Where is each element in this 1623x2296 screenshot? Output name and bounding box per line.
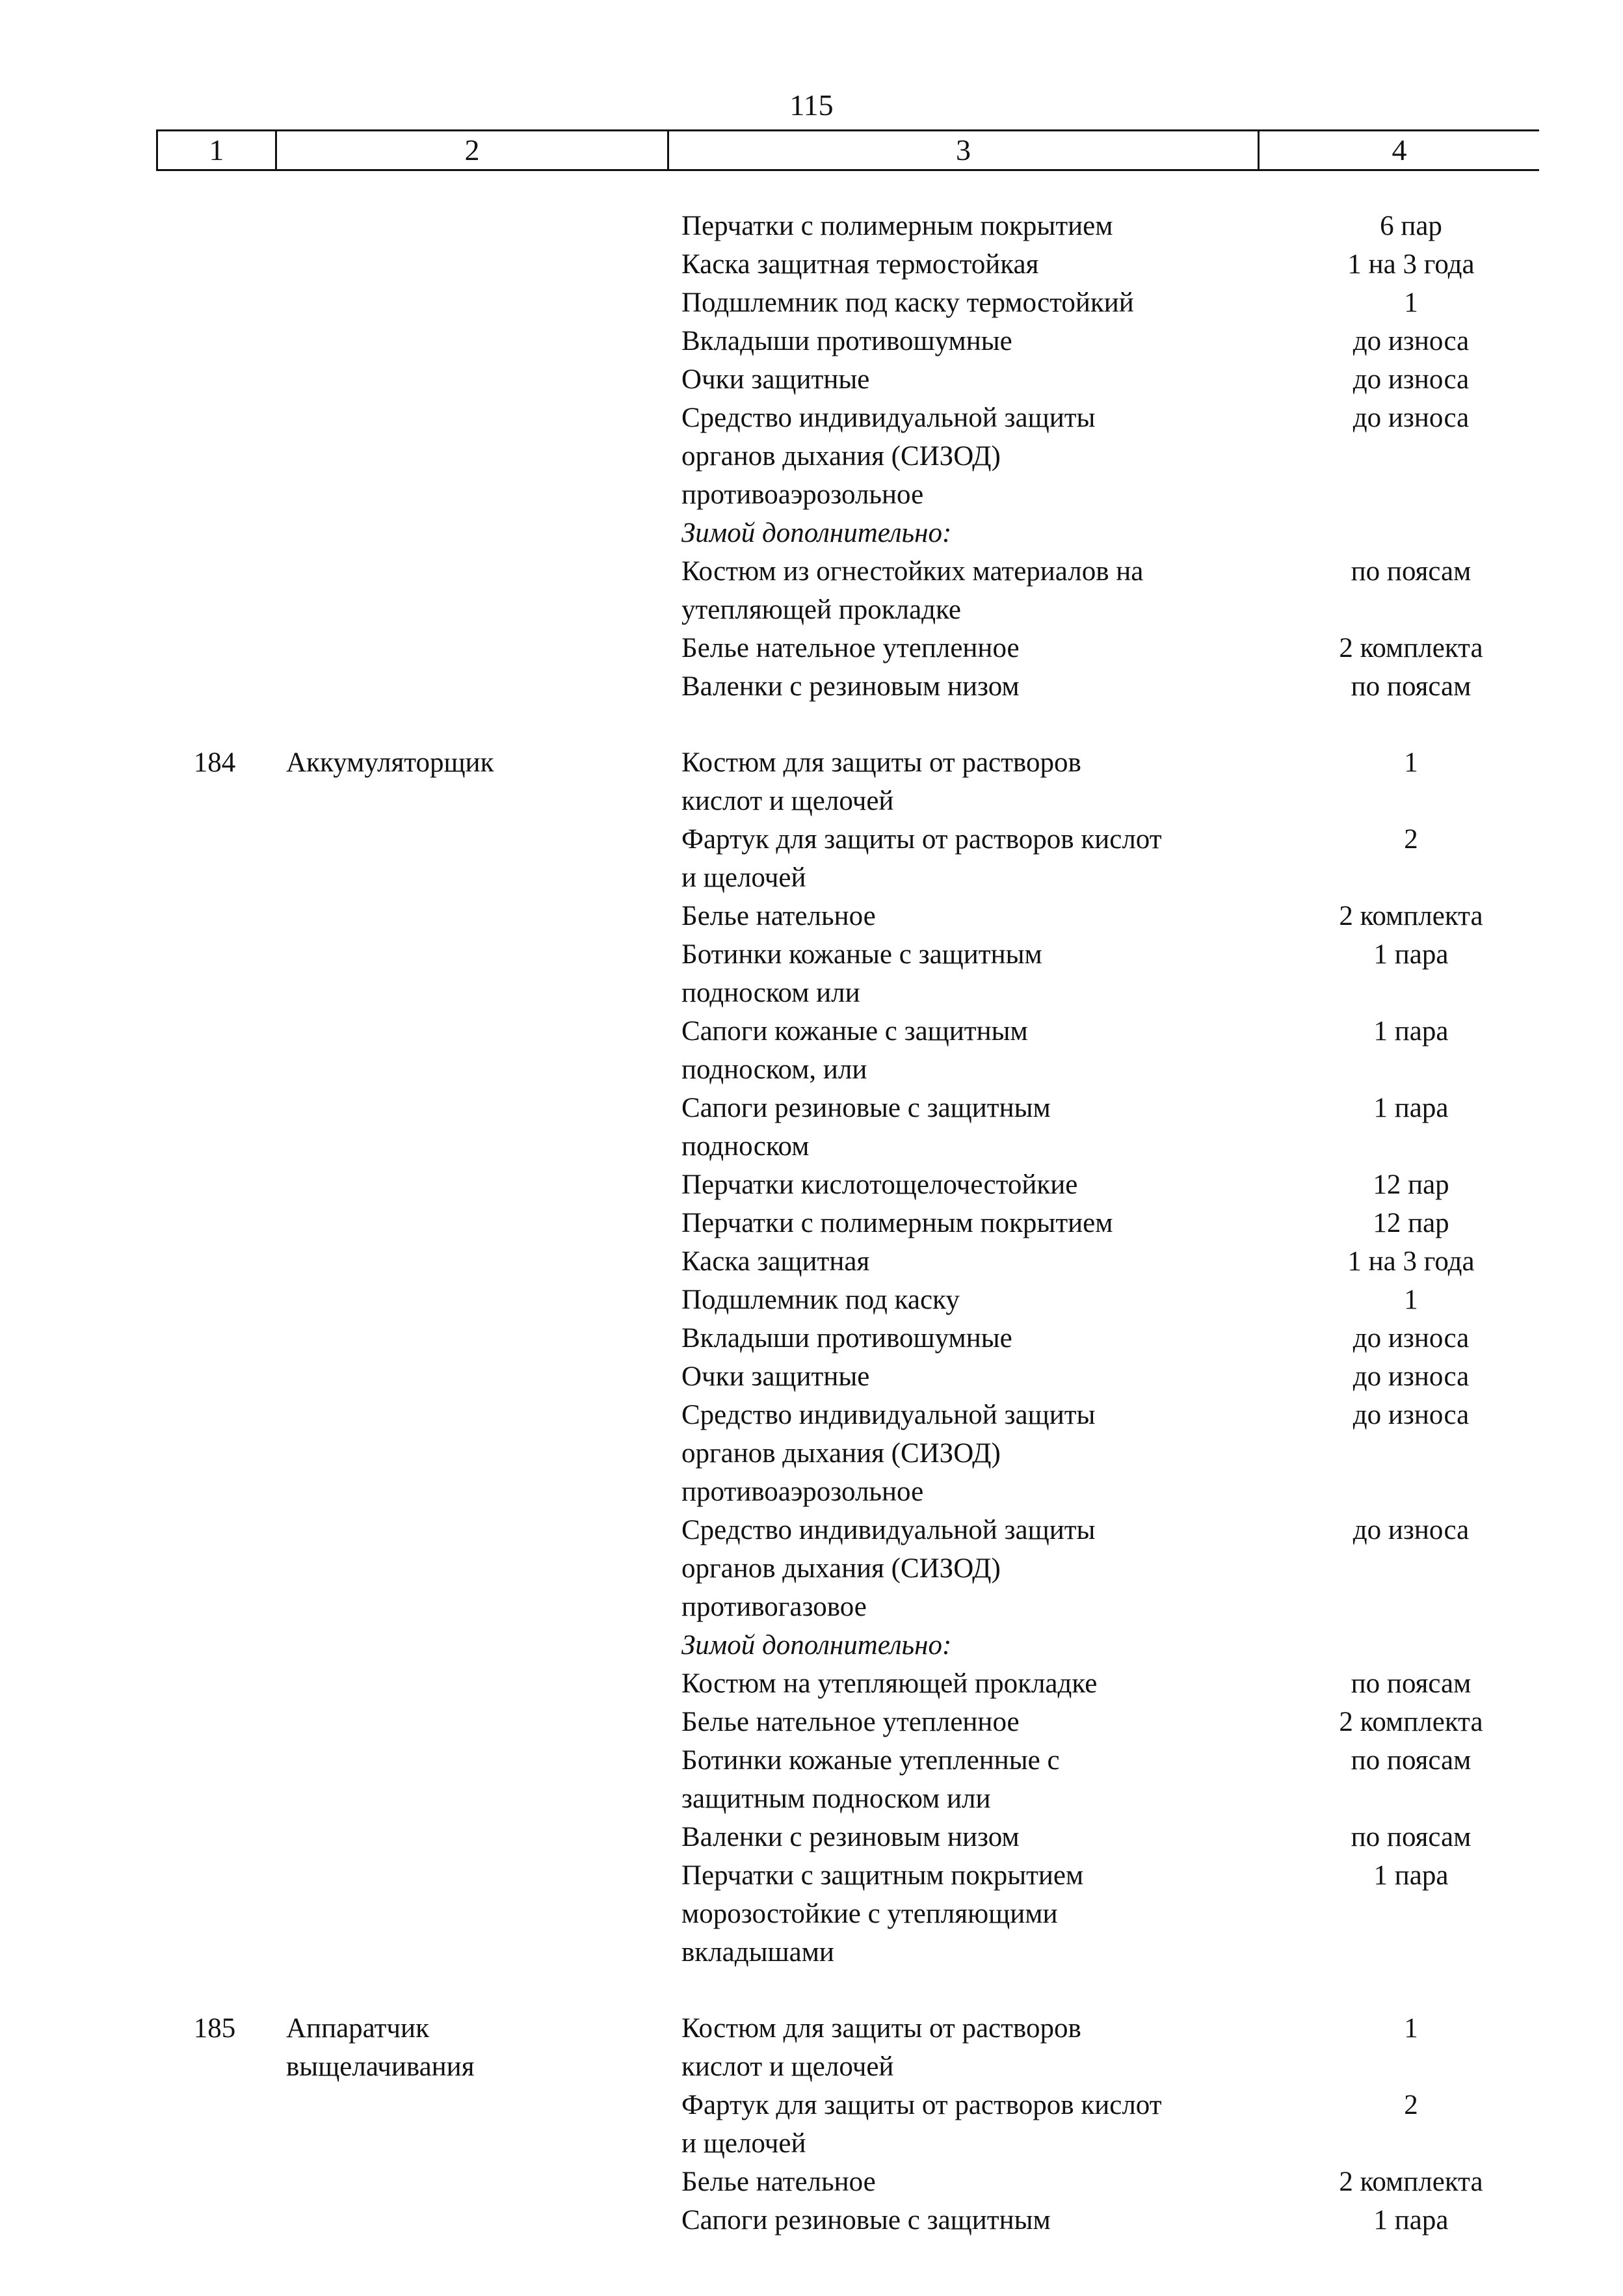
column-header-2: 2 bbox=[276, 131, 668, 170]
item-name-line: Фартук для защиты от растворов кислот bbox=[681, 824, 1162, 855]
item-norm: до износа bbox=[1352, 1515, 1470, 1545]
item-name-line: Средство индивидуальной защиты bbox=[681, 1400, 1096, 1430]
item-norm: 2 комплекта bbox=[1339, 1707, 1483, 1737]
item-name bbox=[681, 2009, 1254, 2086]
item-row bbox=[0, 629, 1623, 667]
profession-line: выщелачивания bbox=[286, 2051, 475, 2082]
item-row bbox=[0, 2163, 1623, 2201]
item-name bbox=[681, 1741, 1254, 1818]
item-name-line: защитным подноском или bbox=[681, 1783, 991, 1814]
column-header-4: 4 bbox=[1259, 131, 1540, 170]
item-name bbox=[681, 552, 1254, 629]
item-norm: 12 пар bbox=[1373, 1208, 1449, 1238]
item-norm: 6 пар bbox=[1380, 211, 1442, 241]
item-name bbox=[681, 629, 1254, 667]
item-name-line: Фартук для защиты от растворов кислот bbox=[681, 2090, 1162, 2120]
item-name-line: и щелочей bbox=[681, 2128, 806, 2159]
table-entry bbox=[0, 743, 1623, 1971]
section-note bbox=[681, 1626, 1254, 1664]
item-norm: 1 bbox=[1404, 287, 1418, 318]
item-row bbox=[0, 514, 1623, 552]
item-name-line: Перчатки кислотощелочестойкие bbox=[681, 1169, 1078, 1200]
item-row bbox=[0, 207, 1623, 245]
item-name-line: подноском, или bbox=[681, 1054, 867, 1085]
item-name bbox=[681, 1818, 1254, 1856]
item-name-line: Ботинки кожаные утепленные с bbox=[681, 1745, 1060, 1776]
item-row bbox=[0, 1703, 1623, 1741]
item-norm: 1 пара bbox=[1373, 2205, 1449, 2236]
item-name bbox=[681, 1511, 1254, 1626]
item-name bbox=[681, 284, 1254, 322]
item-row bbox=[0, 820, 1623, 897]
item-name-line: Подшлемник под каску термостойкий bbox=[681, 287, 1134, 318]
item-norm: по поясам bbox=[1351, 556, 1471, 587]
item-name-line: Перчатки с полимерным покрытием bbox=[681, 211, 1113, 241]
item-norm: по поясам bbox=[1351, 1822, 1471, 1852]
item-row bbox=[0, 2086, 1623, 2163]
item-row bbox=[0, 1012, 1623, 1089]
item-norm: 1 пара bbox=[1373, 939, 1449, 970]
item-name-line: Костюм на утепляющей прокладке bbox=[681, 1668, 1098, 1699]
item-name bbox=[681, 207, 1254, 245]
item-norm: 2 bbox=[1404, 824, 1418, 855]
item-name-line: противоаэрозольное bbox=[681, 479, 924, 510]
profession-line: Аккумуляторщик bbox=[286, 747, 494, 778]
item-norm: до износа bbox=[1352, 364, 1470, 395]
item-name bbox=[681, 1242, 1254, 1281]
item-name bbox=[681, 1856, 1254, 1971]
item-name bbox=[681, 1664, 1254, 1703]
item-name-line: Очки защитные bbox=[681, 364, 870, 395]
item-row bbox=[0, 1281, 1623, 1319]
item-name-line: подноском bbox=[681, 1131, 810, 1162]
item-name-line: Белье нательное утепленное bbox=[681, 1707, 1020, 1737]
item-norm: по поясам bbox=[1351, 1745, 1471, 1776]
item-row bbox=[0, 1357, 1623, 1396]
item-name bbox=[681, 1319, 1254, 1357]
item-name bbox=[681, 1166, 1254, 1204]
item-row bbox=[0, 1166, 1623, 1204]
item-name-line: подноском или bbox=[681, 978, 860, 1008]
item-norm: до износа bbox=[1352, 1323, 1470, 1354]
item-norm: 1 пара bbox=[1373, 1016, 1449, 1047]
item-name bbox=[681, 245, 1254, 284]
item-norm: 12 пар bbox=[1373, 1169, 1449, 1200]
item-name bbox=[681, 322, 1254, 360]
entry-number: 185 bbox=[193, 2013, 236, 2044]
profession-line: Аппаратчик bbox=[286, 2013, 429, 2044]
column-header-3: 3 bbox=[668, 131, 1259, 170]
item-name-line: Подшлемник под каску bbox=[681, 1285, 960, 1315]
item-norm: по поясам bbox=[1351, 671, 1471, 702]
item-name-line: Вкладыши противошумные bbox=[681, 1323, 1012, 1354]
item-name-line: Белье нательное bbox=[681, 901, 876, 931]
item-name-line: Вкладыши противошумные bbox=[681, 326, 1012, 356]
item-row bbox=[0, 399, 1623, 514]
table-entry bbox=[0, 2009, 1623, 2239]
item-name-line: Средство индивидуальной защиты bbox=[681, 1515, 1096, 1545]
item-row bbox=[0, 743, 1623, 820]
item-norm: 1 на 3 года bbox=[1347, 1246, 1475, 1277]
item-name-line: вкладышами bbox=[681, 1937, 834, 1968]
item-name-line: кислот и щелочей bbox=[681, 786, 894, 816]
item-row bbox=[0, 2201, 1623, 2239]
item-row bbox=[0, 552, 1623, 629]
page-number: 115 bbox=[789, 88, 834, 122]
item-row bbox=[0, 284, 1623, 322]
item-name bbox=[681, 935, 1254, 1012]
item-norm: 2 комплекта bbox=[1339, 901, 1483, 931]
item-name-line: Зимой дополнительно: bbox=[681, 518, 952, 548]
item-name-line: утепляющей прокладке bbox=[681, 594, 961, 625]
item-row bbox=[0, 897, 1623, 935]
item-name-line: противогазовое bbox=[681, 1592, 867, 1622]
item-name-line: и щелочей bbox=[681, 862, 806, 893]
item-norm: 2 bbox=[1404, 2090, 1418, 2120]
item-norm: до износа bbox=[1352, 403, 1470, 433]
item-row bbox=[0, 322, 1623, 360]
item-row bbox=[0, 1664, 1623, 1703]
item-row bbox=[0, 360, 1623, 399]
item-norm: 1 bbox=[1404, 1285, 1418, 1315]
item-norm: до износа bbox=[1352, 1361, 1470, 1392]
item-row bbox=[0, 1089, 1623, 1166]
item-name bbox=[681, 667, 1254, 706]
item-norm: 2 комплекта bbox=[1339, 633, 1483, 663]
item-name-line: противоаэрозольное bbox=[681, 1476, 924, 1507]
item-name-line: Сапоги кожаные с защитным bbox=[681, 1016, 1028, 1047]
item-name-line: морозостойкие с утепляющими bbox=[681, 1899, 1058, 1929]
column-header-1: 1 bbox=[157, 131, 276, 170]
table-entry bbox=[0, 207, 1623, 706]
item-name-line: Валенки с резиновым низом bbox=[681, 671, 1020, 702]
item-name bbox=[681, 1204, 1254, 1242]
item-name bbox=[681, 360, 1254, 399]
item-row bbox=[0, 1511, 1623, 1626]
item-name-line: Сапоги резиновые с защитным bbox=[681, 2205, 1051, 2236]
item-row bbox=[0, 935, 1623, 1012]
item-name bbox=[681, 743, 1254, 820]
item-name-line: Каска защитная термостойкая bbox=[681, 249, 1039, 280]
item-name-line: Костюм из огнестойких материалов на bbox=[681, 556, 1144, 587]
item-name-line: органов дыхания (СИЗОД) bbox=[681, 1553, 1001, 1584]
item-row bbox=[0, 1741, 1623, 1818]
section-note bbox=[681, 514, 1254, 552]
item-norm: 1 пара bbox=[1373, 1093, 1449, 1123]
document-body bbox=[0, 207, 1623, 2239]
item-name bbox=[681, 1281, 1254, 1319]
item-name-line: Костюм для защиты от растворов bbox=[681, 747, 1081, 778]
entry-number: 184 bbox=[193, 747, 236, 778]
item-name-line: Валенки с резиновым низом bbox=[681, 1822, 1020, 1852]
item-norm: по поясам bbox=[1351, 1668, 1471, 1699]
item-norm: 1 bbox=[1404, 747, 1418, 778]
item-name bbox=[681, 820, 1254, 897]
item-name-line: Костюм для защиты от растворов bbox=[681, 2013, 1081, 2044]
item-row bbox=[0, 1818, 1623, 1856]
item-row bbox=[0, 2009, 1623, 2086]
item-name bbox=[681, 2086, 1254, 2163]
item-norm: до износа bbox=[1352, 1400, 1470, 1430]
item-norm: 1 на 3 года bbox=[1347, 249, 1475, 280]
item-row bbox=[0, 1626, 1623, 1664]
item-row bbox=[0, 245, 1623, 284]
item-row bbox=[0, 667, 1623, 706]
item-name-line: Сапоги резиновые с защитным bbox=[681, 1093, 1051, 1123]
item-name bbox=[681, 2163, 1254, 2201]
item-name bbox=[681, 1396, 1254, 1511]
item-name-line: Средство индивидуальной защиты bbox=[681, 403, 1096, 433]
item-name-line: Зимой дополнительно: bbox=[681, 1630, 952, 1661]
item-row bbox=[0, 1242, 1623, 1281]
item-row bbox=[0, 1396, 1623, 1511]
item-name-line: органов дыхания (СИЗОД) bbox=[681, 1438, 1001, 1469]
item-norm: 1 bbox=[1404, 2013, 1418, 2044]
item-name bbox=[681, 1089, 1254, 1166]
item-name-line: Белье нательное утепленное bbox=[681, 633, 1020, 663]
item-name bbox=[681, 399, 1254, 514]
item-row bbox=[0, 1319, 1623, 1357]
item-name-line: Перчатки с защитным покрытием bbox=[681, 1860, 1084, 1891]
item-name-line: Белье нательное bbox=[681, 2167, 876, 2197]
item-name-line: Ботинки кожаные с защитным bbox=[681, 939, 1042, 970]
item-name bbox=[681, 1357, 1254, 1396]
item-name bbox=[681, 1012, 1254, 1089]
item-row bbox=[0, 1856, 1623, 1971]
item-name bbox=[681, 2201, 1254, 2239]
column-header-table bbox=[156, 129, 1539, 171]
item-name-line: органов дыхания (СИЗОД) bbox=[681, 441, 1001, 472]
item-name bbox=[681, 897, 1254, 935]
item-norm: до износа bbox=[1352, 326, 1470, 356]
item-name-line: Перчатки с полимерным покрытием bbox=[681, 1208, 1113, 1238]
item-norm: 2 комплекта bbox=[1339, 2167, 1483, 2197]
item-norm: 1 пара bbox=[1373, 1860, 1449, 1891]
item-name-line: кислот и щелочей bbox=[681, 2051, 894, 2082]
item-name-line: Каска защитная bbox=[681, 1246, 870, 1277]
item-name-line: Очки защитные bbox=[681, 1361, 870, 1392]
column-header-row bbox=[157, 131, 1540, 170]
item-row bbox=[0, 1204, 1623, 1242]
item-name bbox=[681, 1703, 1254, 1741]
